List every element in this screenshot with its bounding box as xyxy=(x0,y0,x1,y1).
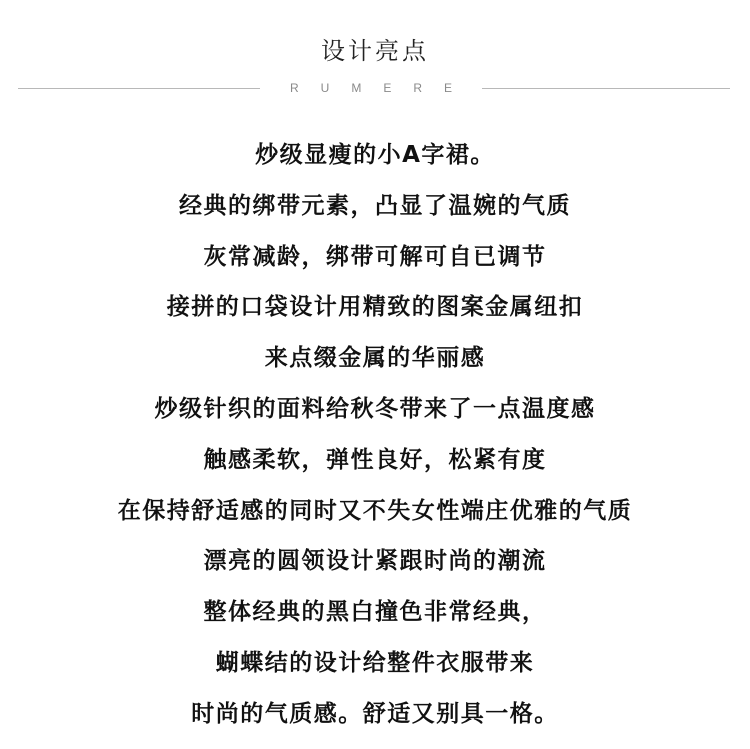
highlight-line: 接拼的口袋设计用精致的图案金属纽扣 xyxy=(166,294,584,321)
highlight-line: 整体经典的黑白撞色非常经典， xyxy=(203,599,547,626)
highlight-line: 蝴蝶结的设计给整件衣服带来 xyxy=(215,649,535,676)
highlight-line: 炒级针织的面料给秋冬带来了一点温度感 xyxy=(154,395,596,422)
highlight-line: 炒级显瘦的小A字裙。 xyxy=(255,142,495,168)
highlight-line: 触感柔软，弹性良好，松紧有度 xyxy=(203,446,547,473)
highlight-line: 时尚的气质感。舒适又别具一格。 xyxy=(191,700,559,727)
divider-left xyxy=(18,88,260,89)
brand-subtitle: RUMERE xyxy=(289,81,474,95)
section-title: 设计亮点 xyxy=(321,37,429,65)
highlight-line: 来点缀金属的华丽感 xyxy=(264,345,486,372)
design-highlights-list xyxy=(0,130,750,740)
highlight-line: 漂亮的圆领设计紧跟时尚的潮流 xyxy=(203,548,547,575)
highlight-line: 在保持舒适感的同时又不失女性端庄优雅的气质 xyxy=(117,497,633,524)
divider-right xyxy=(482,88,730,89)
highlight-line: 经典的绑带元素，凸显了温婉的气质 xyxy=(179,192,571,219)
highlight-line: 灰常减龄，绑带可解可自已调节 xyxy=(203,243,547,270)
section-header xyxy=(0,0,750,110)
